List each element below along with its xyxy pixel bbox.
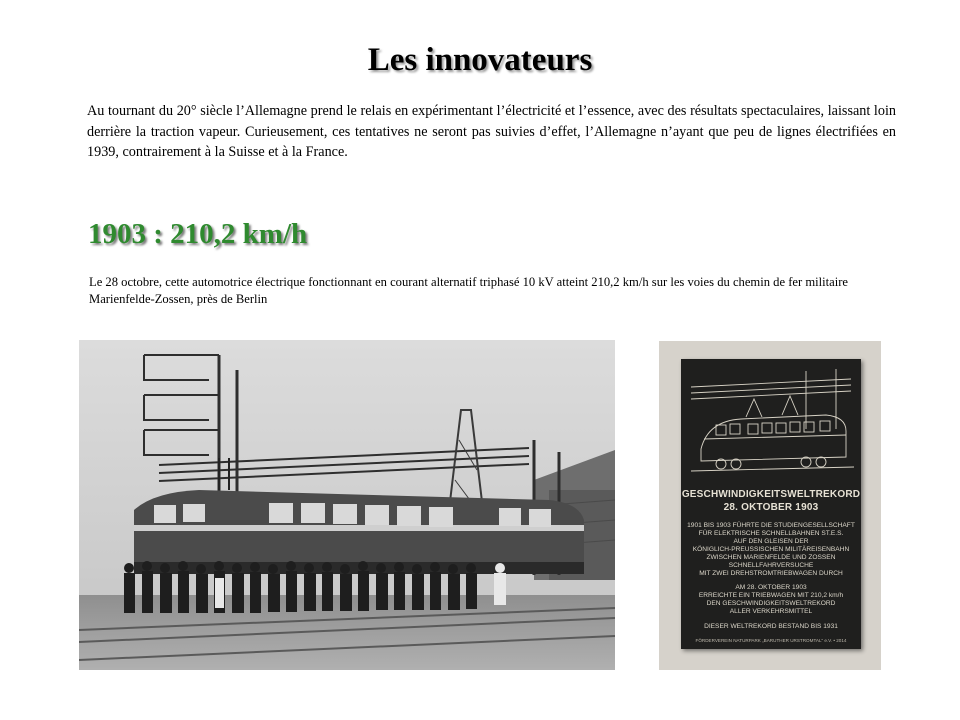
record-plaque [681, 359, 861, 649]
train-photo-drawing [79, 340, 615, 670]
plaque-title: GESCHWINDIGKEITSWELTREKORD [681, 489, 861, 500]
photo-caption: Le 28 octobre, cette automotrice électrique fonctionnant en courant alternatif triphasé 10 kV atteint 210,2 km/h sur les voies du chemin de fer militaire Marienfelde-Zossen, près de Berlin [89, 275, 848, 306]
plaque-text-line: SCHNELLFAHRVERSUCHE [728, 562, 814, 569]
plaque-text-line: ZWISCHEN MARIENFELDE UND ZOSSEN [706, 554, 836, 561]
train-photo [79, 340, 615, 670]
page-title: Les innovateurs [367, 42, 593, 78]
plaque-text-line: KÖNIGLICH-PREUSSISCHEN MILITÄREISENBAHN [692, 546, 850, 553]
plaque-text-line: MIT ZWEI DREHSTROMTRIEBWAGEN DURCH [699, 570, 843, 577]
plaque-record-line: DEN GESCHWINDIGKEITSWELTREKORD [706, 600, 836, 607]
plaque-text-line: FÜR ELEKTRISCHE SCHNELLBAHNEN ST.E.S. [698, 530, 844, 537]
plaque-closing-line: DIESER WELTREKORD BESTAND BIS 1931 [704, 623, 838, 630]
plaque-date: 28. OKTOBER 1903 [723, 502, 819, 513]
plaque-text-line: 1901 BIS 1903 FÜHRTE DIE STUDIENGESELLSCHAFT [687, 522, 855, 529]
plaque-record-line: ERREICHTE EIN TRIEBWAGEN MIT 210,2 km/h [698, 592, 844, 599]
plaque-record-line: ALLER VERKEHRSMITTEL [729, 608, 813, 615]
railcar-engraving [686, 369, 856, 484]
plaque-footer: FÖRDERVEREIN NATURPARK „BARUTHER URSTROMTAL“ e.V. • 2014 [695, 638, 847, 643]
plaque-text-line: AUF DEN GLEISEN DER [733, 538, 809, 545]
section-heading: 1903 : 210,2 km/h [88, 218, 308, 250]
record-plaque-photo [659, 341, 881, 670]
intro-paragraph: Au tournant du 20° siècle l’Allemagne prend le relais en expérimentant l’électricité et l’essence, avec des résultats spectaculaires, laissant loin derrière la traction vapeur. Curieusement, ces tentatives ne seront pas suivies d’effet, l’Allemagne n’ayant que peu de lignes électrifiées en 1939, contrairement à la Suisse et à la France. [87, 103, 896, 160]
plaque-record-line: AM 28. OKTOBER 1903 [735, 584, 807, 591]
